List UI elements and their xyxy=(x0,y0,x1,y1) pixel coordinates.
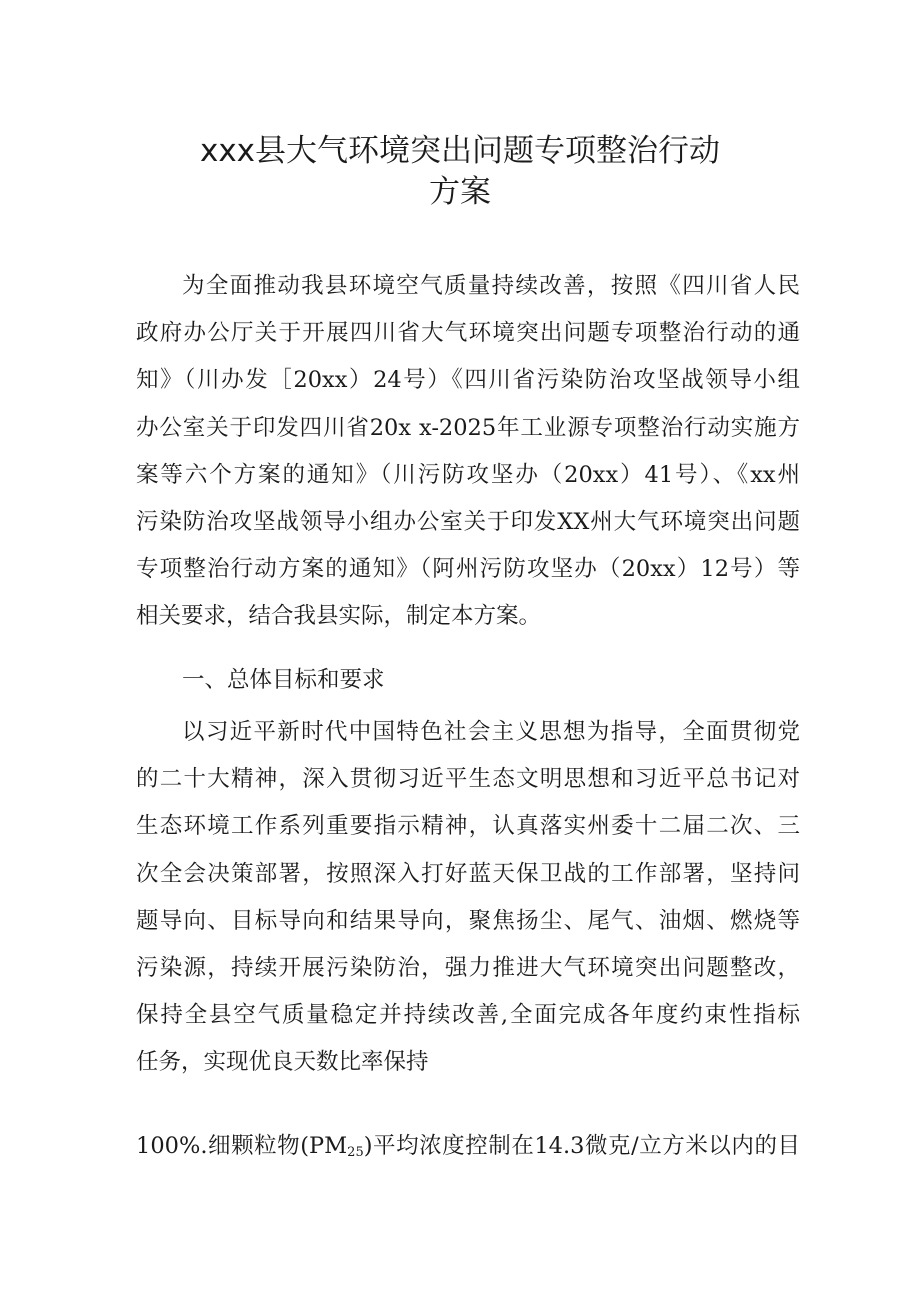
paragraph-line: 次全会决策部署，按照深入打好蓝天保卫战的工作部署，坚持问 xyxy=(136,860,800,887)
paragraph-line: 污染防治攻坚战领导小组办公室关于印发XX州大气环境突出问题 xyxy=(136,508,800,535)
paragraph-line: 案等六个方案的通知》（川污防攻坚办（20xx）41号）、《xx州 xyxy=(136,461,800,488)
pm25-subscript: 25 xyxy=(347,1145,364,1160)
paragraph-line: 生态环境工作系列重要指示精神，认真落实州委十二届二次、三 xyxy=(136,813,800,840)
paragraph-line: 题导向、目标导向和结果导向，聚焦扬尘、尾气、油烟、燃烧等 xyxy=(136,907,800,934)
paragraph-line: 政府办公厅关于开展四川省大气环境突出问题专项整治行动的通 xyxy=(136,320,800,347)
paragraph-line: 任务，实现优良天数比率保持 xyxy=(136,1049,429,1076)
intro-paragraph xyxy=(136,263,800,641)
section-heading-text: 一、总体目标和要求 xyxy=(182,667,385,693)
paragraph-line: 以习近平新时代中国特色社会主义思想为指导，全面贯彻党 xyxy=(182,719,800,745)
paragraph-line: 专项整治行动方案的通知》（阿州污防攻坚办（20xx）12号）等 xyxy=(136,556,800,583)
paragraph-line: 的二十大精神，深入贯彻习近平生态文明思想和习近平总书记对 xyxy=(136,766,800,793)
pm25-paragraph xyxy=(136,1123,800,1170)
goals-paragraph xyxy=(136,709,800,1087)
paragraph-line: 污染源，持续开展污染防治，强力推进大气环境突出问题整改， xyxy=(136,954,800,981)
paragraph-line: 保持全县空气质量稳定并持续改善,全面完成各年度约束性指标 xyxy=(136,1002,800,1029)
document-title-line-2: 方案 xyxy=(429,174,491,210)
paragraph-line: 为全面推动我县环境空气质量持续改善，按照《四川省人民 xyxy=(182,273,800,299)
document-title-line-1: xxx县大气环境突出问题专项整治行动 xyxy=(199,133,721,169)
paragraph-line: 知》（川办发［20xx）24号）《四川省污染防治攻坚战领导小组 xyxy=(136,367,800,394)
pm25-text-before: 100%.细颗粒物(PM xyxy=(136,1133,348,1159)
paragraph-line xyxy=(136,1123,800,1170)
section-heading xyxy=(136,657,800,704)
paragraph-line: 办公室关于印发四川省20x x-2025年工业源专项整治行动实施方 xyxy=(136,414,800,441)
pm25-text-after: )平均浓度控制在14.3微克/立方米以内的目 xyxy=(363,1133,800,1159)
paragraph-line: 相关要求，结合我县实际，制定本方案。 xyxy=(136,603,542,630)
